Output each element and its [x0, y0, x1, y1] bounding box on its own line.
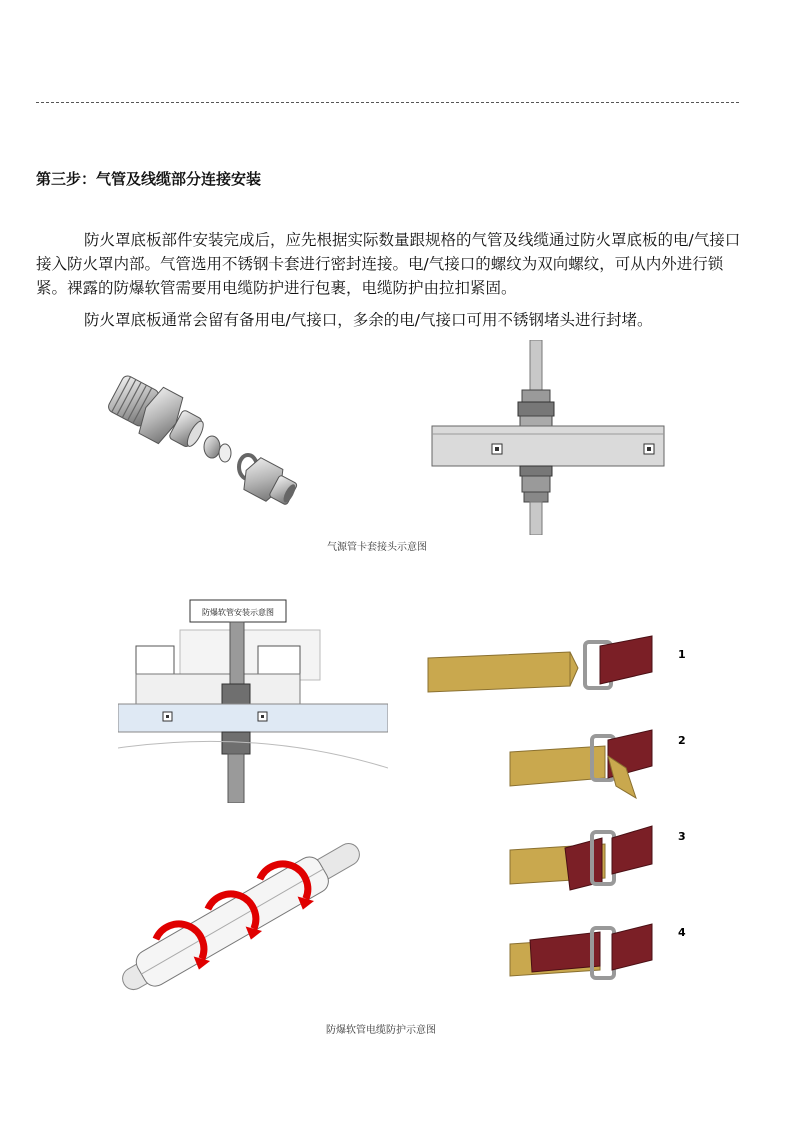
hose-sign-text: 防爆软管安装示意图: [202, 608, 274, 617]
plate-fitting-illustration: [430, 340, 670, 535]
buckle-step-1: [428, 636, 652, 692]
ferrule-fitting-illustration: [100, 365, 300, 515]
step-label-1: 1: [678, 648, 686, 661]
paragraph-1: 防火罩底板部件安装完成后，应先根据实际数量跟规格的气管及线缆通过防火罩底板的电/气接口接入防火罩内部。气管选用不锈钢卡套进行密封连接。电/气接口的螺纹为双向螺纹，可从内外进行锁紧。裸露的防爆软管需要用电缆防护进行包裹，电缆防护由拉扣紧固。: [36, 231, 741, 297]
section-heading: 第三步：气管及线缆部分连接安装: [36, 170, 262, 188]
paragraph-2: 防火罩底板通常会留有备用电/气接口，多余的电/气接口可用不锈钢堵头进行封堵。: [84, 311, 653, 329]
hose-installation-illustration: [118, 598, 388, 803]
buckle-steps-illustration: [420, 628, 700, 988]
cable-wrap-illustration: [118, 835, 368, 1005]
step-label-2: 2: [678, 734, 686, 747]
figure-caption-2: 防爆软管电缆防护示意图: [326, 1025, 436, 1036]
step-label-3: 3: [678, 830, 686, 843]
step-label-4: 4: [678, 926, 686, 939]
separator-line: [36, 102, 739, 103]
figure-caption-1: 气源管卡套接头示意图: [327, 542, 427, 553]
